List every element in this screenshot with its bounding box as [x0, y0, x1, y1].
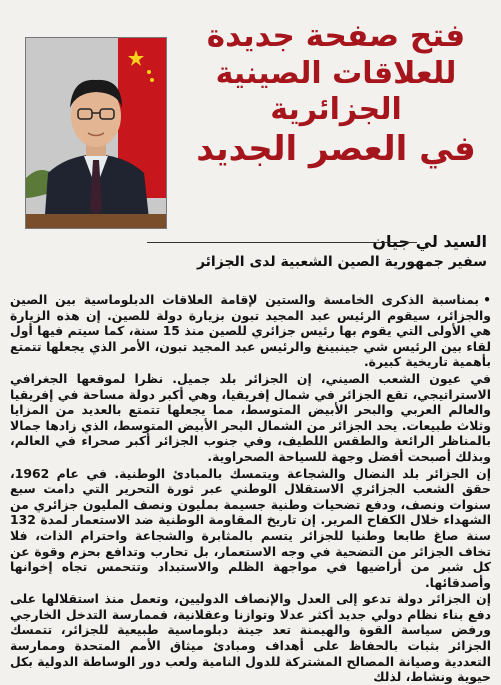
article-paragraph: في عيون الشعب الصيني، إن الجزائر بلد جميل. نظرا لموقعها الجغرافي الاستراتيجي، تقع الجزائر في شمال إفريقيا، وهي أكبر دولة مساحة في إفريقيا والعالم العربي والبحر الأبيض المتوسط، مما يجعلها تتمتع بالعديد من المزايا وثلاث طبيعات. يحد الجزائر من الشمال البحر الأبيض المتوسط، الذي زادها جمالا بالمناظر الرائعة والطقس اللطيف، وفي جنوب الجزائر أكبر صحراء في العالم، وبذلك أصبحت أفضل وجهة للسياحة الصحراوية.	[10, 370, 491, 464]
article-paragraph: إن الجزائر دولة تدعو إلى العدل والإنصاف الدوليين، وتعمل منذ استقلالها على دفع بناء نظام دولي جديد أكثر عدلا وتوازنا وعقلانية، فممارسة التدخل الخارجي ورفض سياسة القوة والهيمنة تعد جينة دبلوماسية طبيعية للجزائر، تتمسك الجزائر بثبات بالحفاظ على أهداف ومبادئ ميثاق الأمم المتحدة وممارسة التعددية وصيانة المصالح المشتركة للدول النامية ولعب دور الوساطة الدولية بكل حيوية ونشاط، لذلك	[10, 591, 491, 685]
author-title: سفير جمهورية الصين الشعبية لدى الجزائر	[196, 254, 487, 270]
paragraph-text: بمناسبة الذكرى الخامسة والستين لإقامة العلاقات الدبلوماسية بين الصين والجزائر، سيقوم الرئيس عبد المجيد تبون بزيارة دولة للصين. إن هذه الزيارة هي الأولى التي يقوم بها رئيس جزائري للصين منذ 15 سنة، كما سيتم فيها أول لقاء بين الرئيس شي جينبينغ والرئيس عبد المجيد تبون، الأمر الذي يجعلها تتمتع بأهمية تاريخية كبيرة.	[10, 292, 492, 370]
author-name: السيد لي جيان	[372, 232, 487, 251]
portrait-photo	[25, 37, 167, 229]
bullet-icon: •	[483, 292, 491, 307]
headline-line-3: في العصر الجديد	[196, 129, 476, 169]
article-body	[10, 292, 492, 685]
article-paragraph	[10, 292, 491, 370]
portrait-illustration	[26, 38, 166, 228]
headline-line-2: للعلاقات الصينية الجزائرية	[215, 55, 457, 128]
headline	[180, 18, 492, 170]
byline	[147, 232, 487, 272]
headline-line-1: فتح صفحة جديدة	[206, 18, 466, 54]
byline-rule	[147, 242, 417, 243]
article-paragraph: إن الجزائر بلد النضال والشجاعة ويتمسك بالمبادئ الوطنية. في عام 1962، حقق الشعب الجزائري الاستقلال الوطني عبر ثورة التحرير التي دامت سبع سنوات ونصف، ودفع تضحيات وطنية جسيمة بمليون ونصف المليون جزائري من الشهداء خلال الكفاح المرير. إن تاريخ المقاومة الوطنية ضد الاستعمار لمدة 132 سنة صاغ طابعا وطنيا للجزائر يتسم بالمثابرة والشجاعة واحترام الذات، فلا تخاف الجزائر من التضحية في وجه الاستعمار، بل تحارب وتدافع بحزم وقوة عن كل شبر من أراضيها في مواجهة الظلم والاستبداد وتتحمس تجاه إخوانها وأصدقائها.	[10, 465, 491, 590]
